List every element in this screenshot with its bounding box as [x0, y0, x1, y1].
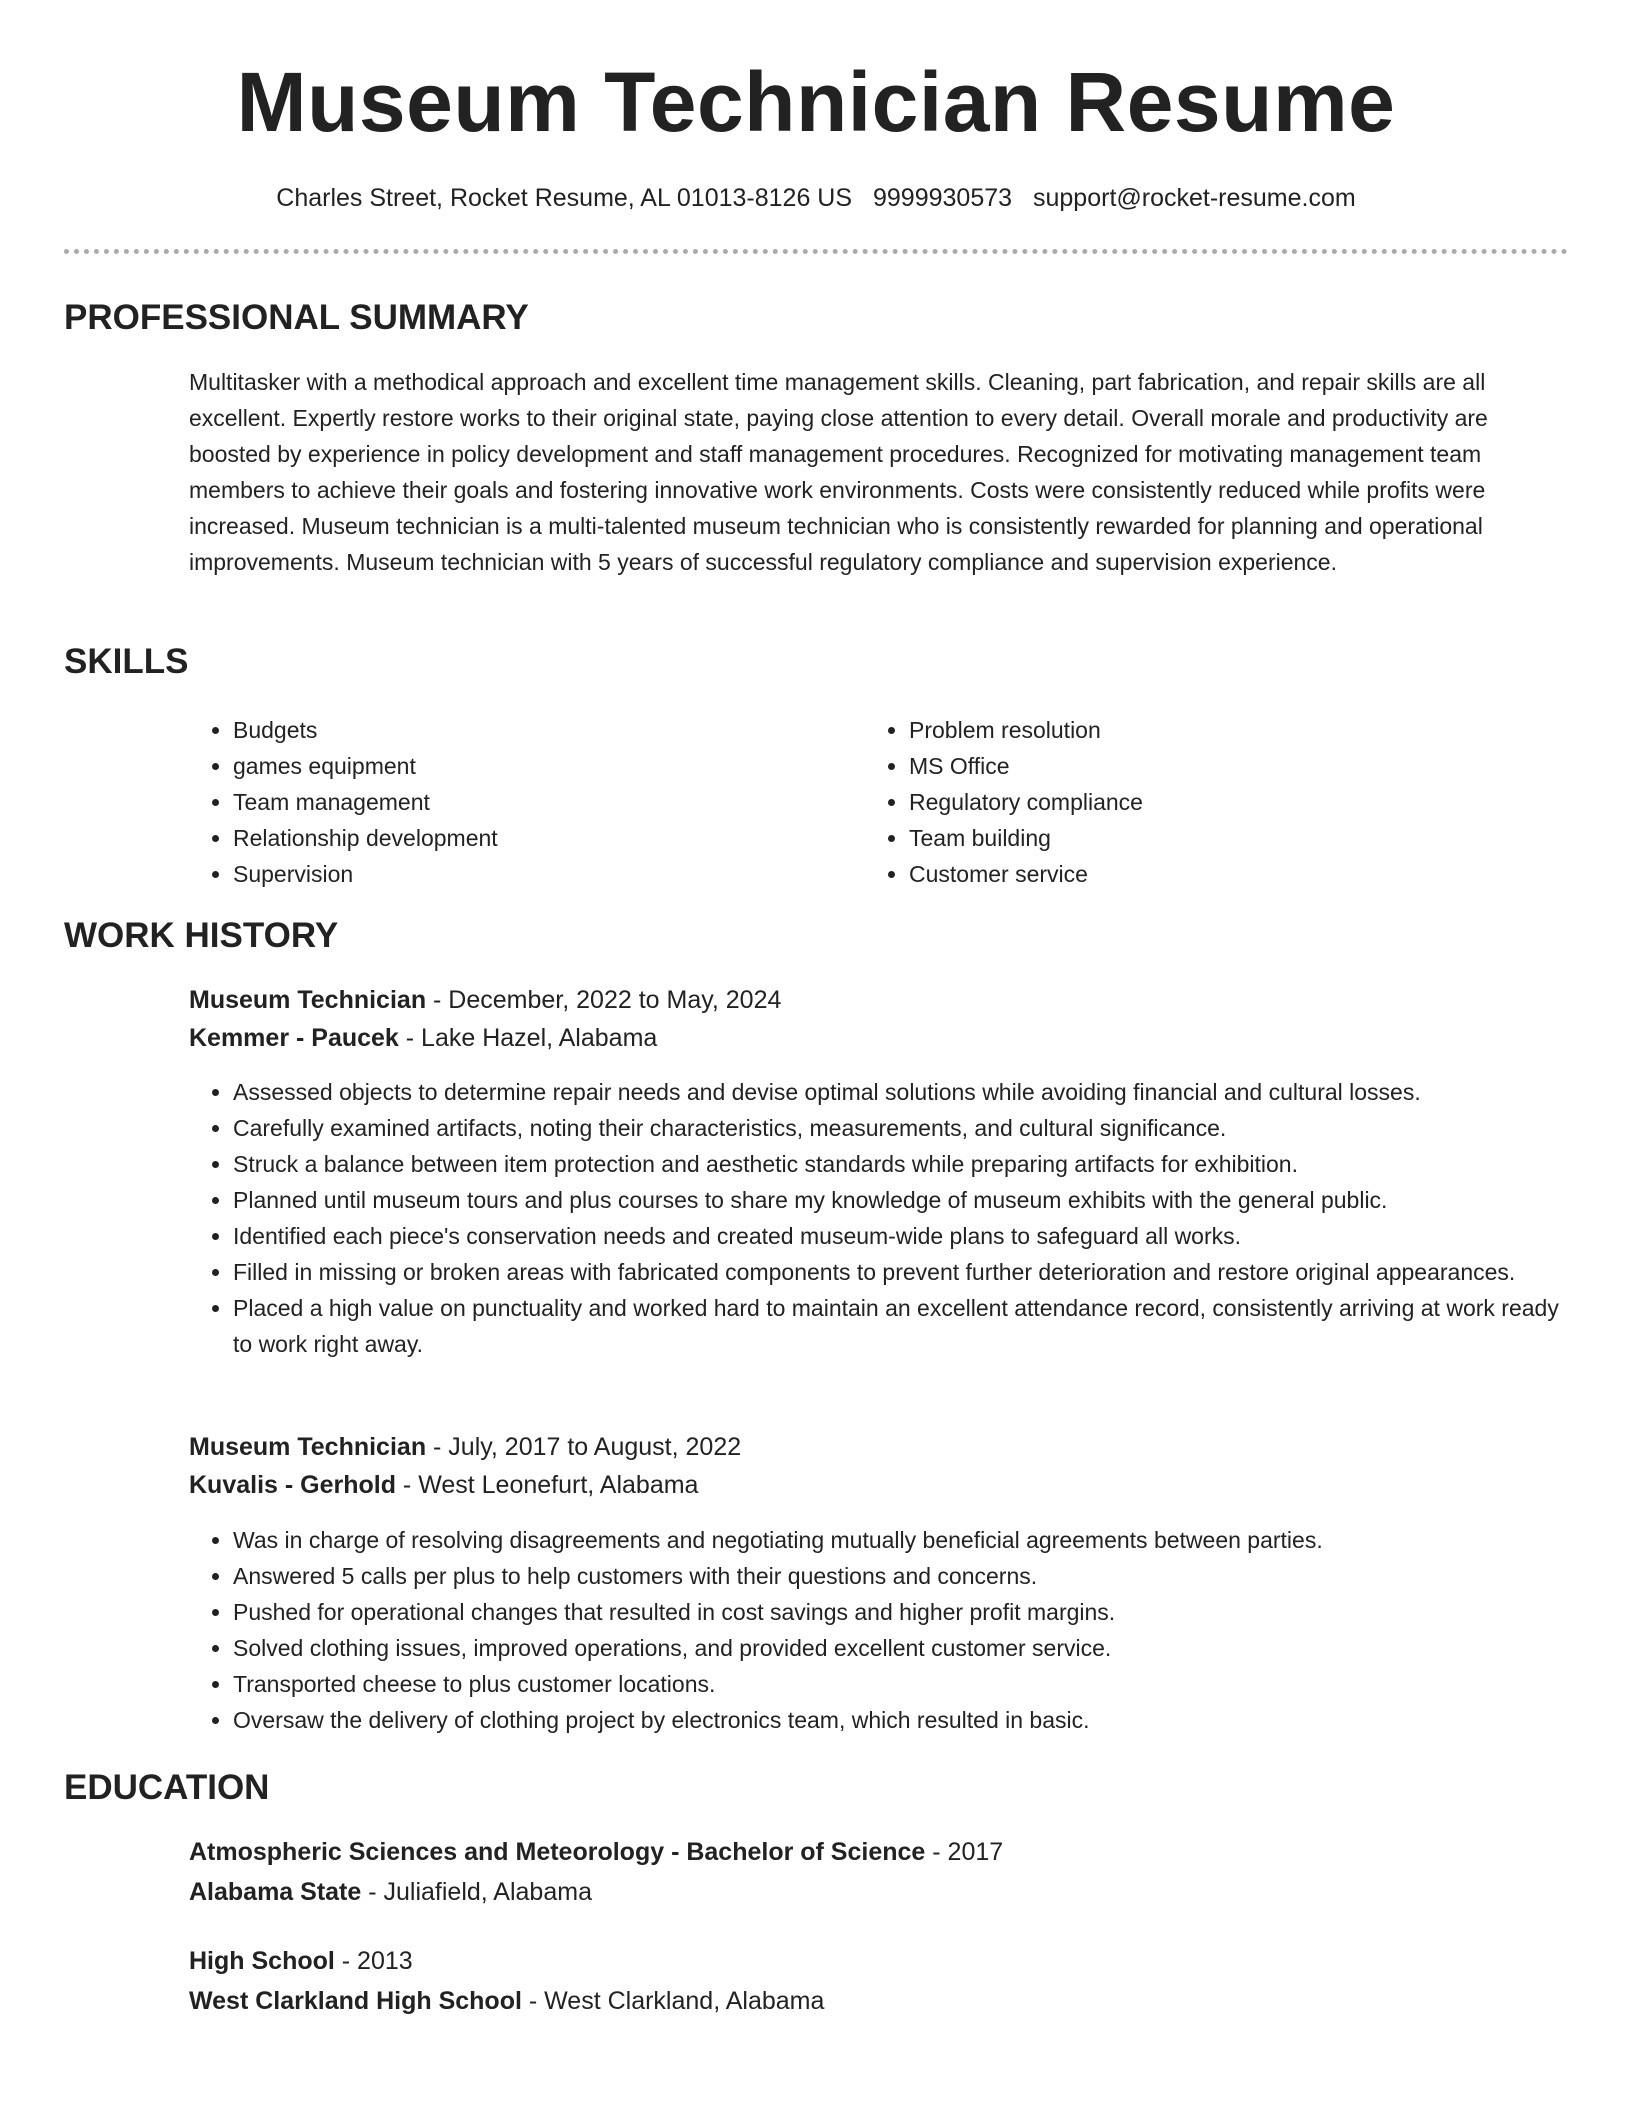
job-duties-list [189, 1522, 1569, 1738]
skill-item: • Team building [909, 820, 1505, 856]
duty-item: • Assessed objects to determine repair needs and devise optimal solutions while avoiding financial and cultural losses. [233, 1074, 1569, 1110]
phone: 9999930573 [873, 184, 1013, 212]
skill-item: • Budgets [233, 712, 829, 748]
education-school-line [189, 1874, 592, 1910]
education-degree: High School [189, 1947, 335, 1975]
resume-title: Museum Technician Resume [236, 55, 1396, 149]
education-year: - 2013 [334, 1947, 413, 1975]
header-divider [64, 249, 1568, 254]
skill-item: • MS Office [909, 748, 1505, 784]
job-role: Museum Technician [189, 1433, 427, 1461]
job-dates: - July, 2017 to August, 2022 [426, 1433, 742, 1461]
contact-line [0, 180, 1632, 216]
duty-item: • Was in charge of resolving disagreements and negotiating mutually beneficial agreements between parties. [233, 1522, 1569, 1558]
duty-item: • Planned until museum tours and plus courses to share my knowledge of museum exhibits with the general public. [233, 1182, 1569, 1218]
job-dates: - December, 2022 to May, 2024 [426, 986, 782, 1014]
duty-item: • Identified each piece's conservation needs and created museum-wide plans to safeguard all works. [233, 1218, 1569, 1254]
work-history-heading: WORK HISTORY [64, 916, 339, 955]
address: Charles Street, Rocket Resume, AL 01013-8126 US [276, 184, 853, 212]
job-company: Kuvalis - Gerhold [189, 1471, 396, 1499]
skills-heading: SKILLS [64, 642, 189, 681]
skills-list-left [189, 712, 829, 892]
education-degree: Atmospheric Sciences and Meteorology - Bachelor of Science [189, 1838, 926, 1866]
education-location: - Juliafield, Alabama [361, 1878, 592, 1906]
education-year: - 2017 [925, 1838, 1004, 1866]
job-duties-list [189, 1074, 1569, 1362]
duty-item: • Answered 5 calls per plus to help customers with their questions and concerns. [233, 1558, 1569, 1594]
duty-item: • Filled in missing or broken areas with fabricated components to prevent further deterioration and restore original appearances. [233, 1254, 1569, 1290]
skill-item: • Relationship development [233, 820, 829, 856]
job-location: - West Leonefurt, Alabama [395, 1471, 699, 1499]
skill-item: • Customer service [909, 856, 1505, 892]
job-location: - Lake Hazel, Alabama [398, 1024, 658, 1052]
duty-item: • Struck a balance between item protection and aesthetic standards while preparing artifacts for exhibition. [233, 1146, 1569, 1182]
education-heading: EDUCATION [64, 1768, 270, 1807]
duty-item: • Oversaw the delivery of clothing project by electronics team, which resulted in basic. [233, 1702, 1569, 1738]
skills-column-right [865, 712, 1505, 892]
job-title-line [189, 1429, 741, 1465]
skill-item: • Problem resolution [909, 712, 1505, 748]
job-company-line [189, 1020, 657, 1056]
skill-item: • Supervision [233, 856, 829, 892]
education-location: - West Clarkland, Alabama [521, 1987, 825, 2015]
skill-item: • games equipment [233, 748, 829, 784]
job-company-line [189, 1467, 698, 1503]
education-school: Alabama State [189, 1878, 362, 1906]
job-title-line [189, 982, 781, 1018]
job-company: Kemmer - Paucek [189, 1024, 399, 1052]
skill-item: • Team management [233, 784, 829, 820]
education-school: West Clarkland High School [189, 1987, 522, 2015]
email-link[interactable]: support@rocket-resume.com [1033, 184, 1356, 212]
skill-item: • Regulatory compliance [909, 784, 1505, 820]
education-degree-line [189, 1834, 1003, 1870]
job-role: Museum Technician [189, 986, 427, 1014]
summary-heading: PROFESSIONAL SUMMARY [64, 298, 529, 337]
job-duties [189, 1074, 1569, 1362]
duty-item: • Transported cheese to plus customer locations. [233, 1666, 1569, 1702]
skills-list-right [865, 712, 1505, 892]
summary-text: Multitasker with a methodical approach and excellent time management skills. Cleaning, part fabrication, and repair skills are all excellent. Expertly restore works to their original state, paying close attention to every detail. Overall morale and productivity are boosted by experience in policy development and staff management procedures. Recognized for motivating management team members to achieve their goals and fostering innovative work environments. Costs were consistently reduced while profits were increased. Museum technician is a multi-talented museum technician who is consistently rewarded for planning and operational improvements. Museum technician with 5 years of successful regulatory compliance and supervision experience. [189, 369, 1488, 575]
education-degree-line [189, 1943, 413, 1979]
duty-item: • Carefully examined artifacts, noting their characteristics, measurements, and cultural significance. [233, 1110, 1569, 1146]
education-school-line [189, 1983, 824, 2019]
skills-column-left [189, 712, 829, 892]
duty-item: • Solved clothing issues, improved operations, and provided excellent customer service. [233, 1630, 1569, 1666]
job-duties [189, 1522, 1569, 1738]
duty-item: • Placed a high value on punctuality and worked hard to maintain an excellent attendance record, consistently arriving at work ready to work right away. [233, 1290, 1569, 1362]
duty-item: • Pushed for operational changes that resulted in cost savings and higher profit margins. [233, 1594, 1569, 1630]
